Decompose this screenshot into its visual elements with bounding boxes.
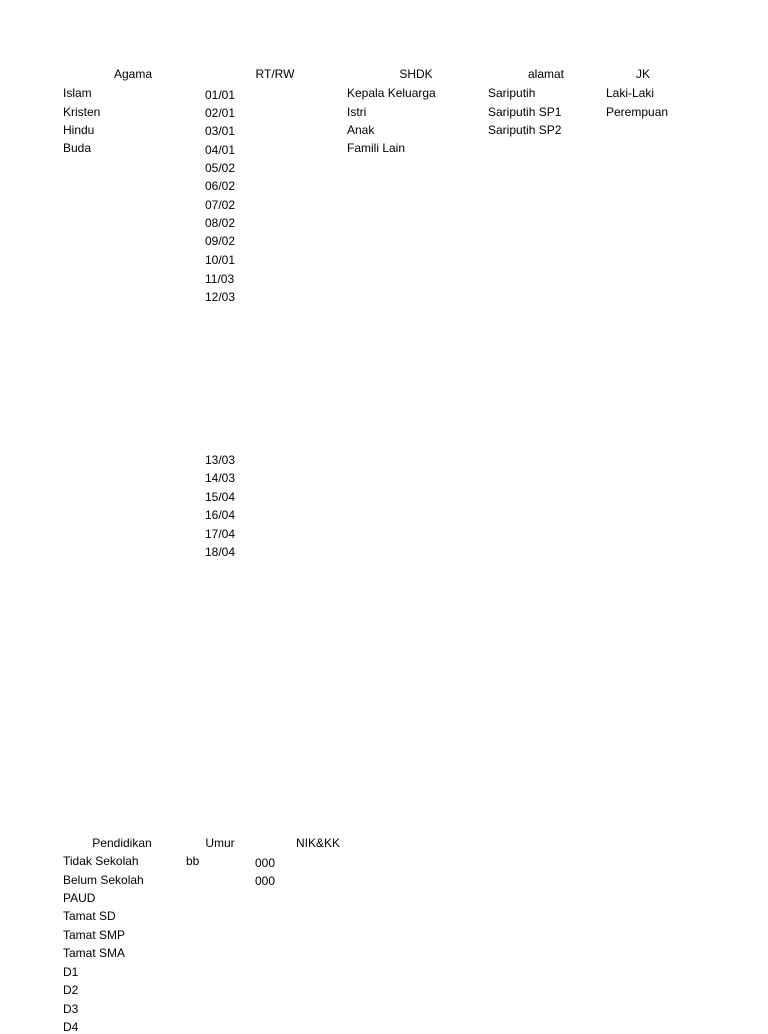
pendidikan-cell: Tamat SD [63,909,116,923]
agama-cell: Hindu [63,123,95,137]
pendidikan-cell: D4 [63,1020,79,1034]
pendidikan-cell: D3 [63,1002,79,1016]
header-agama: Agama [113,67,153,81]
header-nikkk: NIK&KK [295,836,340,850]
header-alamat: alamat [527,67,565,81]
alamat-cell: Sariputih SP2 [488,123,562,137]
rtrw-cell: 13/03 [205,453,236,467]
header-shdk: SHDK [399,67,433,81]
pendidikan-cell: PAUD [63,891,96,905]
jk-cell: Laki-Laki [606,86,655,100]
agama-cell: Kristen [63,105,101,119]
header-rtrw: RT/RW [255,67,295,81]
rtrw-cell: 04/01 [205,143,236,157]
rtrw-cell: 17/04 [205,527,236,541]
pendidikan-cell: D2 [63,983,79,997]
header-pendidikan: Pendidikan [92,836,152,850]
umur-cell: bb [186,854,200,868]
rtrw-cell: 07/02 [205,198,236,212]
header-umur: Umur [205,836,235,850]
pendidikan-cell: Tidak Sekolah [63,854,139,868]
pendidikan-cell: Belum Sekolah [63,873,144,887]
nikkk-cell: 000 [255,856,276,870]
rtrw-cell: 02/01 [205,106,236,120]
shdk-cell: Famili Lain [347,141,406,155]
rtrw-cell: 01/01 [205,88,236,102]
alamat-cell: Sariputih [488,86,536,100]
agama-cell: Islam [63,86,92,100]
shdk-cell: Kepala Keluarga [347,86,436,100]
rtrw-cell: 08/02 [205,216,236,230]
rtrw-cell: 16/04 [205,508,236,522]
alamat-cell: Sariputih SP1 [488,105,562,119]
pendidikan-cell: Tamat SMA [63,946,126,960]
rtrw-cell: 09/02 [205,234,236,248]
rtrw-cell: 18/04 [205,545,236,559]
rtrw-cell: 15/04 [205,490,236,504]
jk-cell: Perempuan [606,105,669,119]
rtrw-cell: 11/03 [205,272,235,286]
rtrw-cell: 05/02 [205,161,236,175]
rtrw-cell: 10/01 [205,253,236,267]
shdk-cell: Istri [347,105,367,119]
nikkk-cell: 000 [255,874,276,888]
agama-cell: Buda [63,141,92,155]
rtrw-cell: 14/03 [205,471,236,485]
rtrw-cell: 12/03 [205,290,236,304]
rtrw-cell: 03/01 [205,124,236,138]
pendidikan-cell: Tamat SMP [63,928,126,942]
header-jk: JK [635,67,650,81]
pendidikan-cell: D1 [63,965,79,979]
rtrw-cell: 06/02 [205,179,236,193]
shdk-cell: Anak [347,123,375,137]
